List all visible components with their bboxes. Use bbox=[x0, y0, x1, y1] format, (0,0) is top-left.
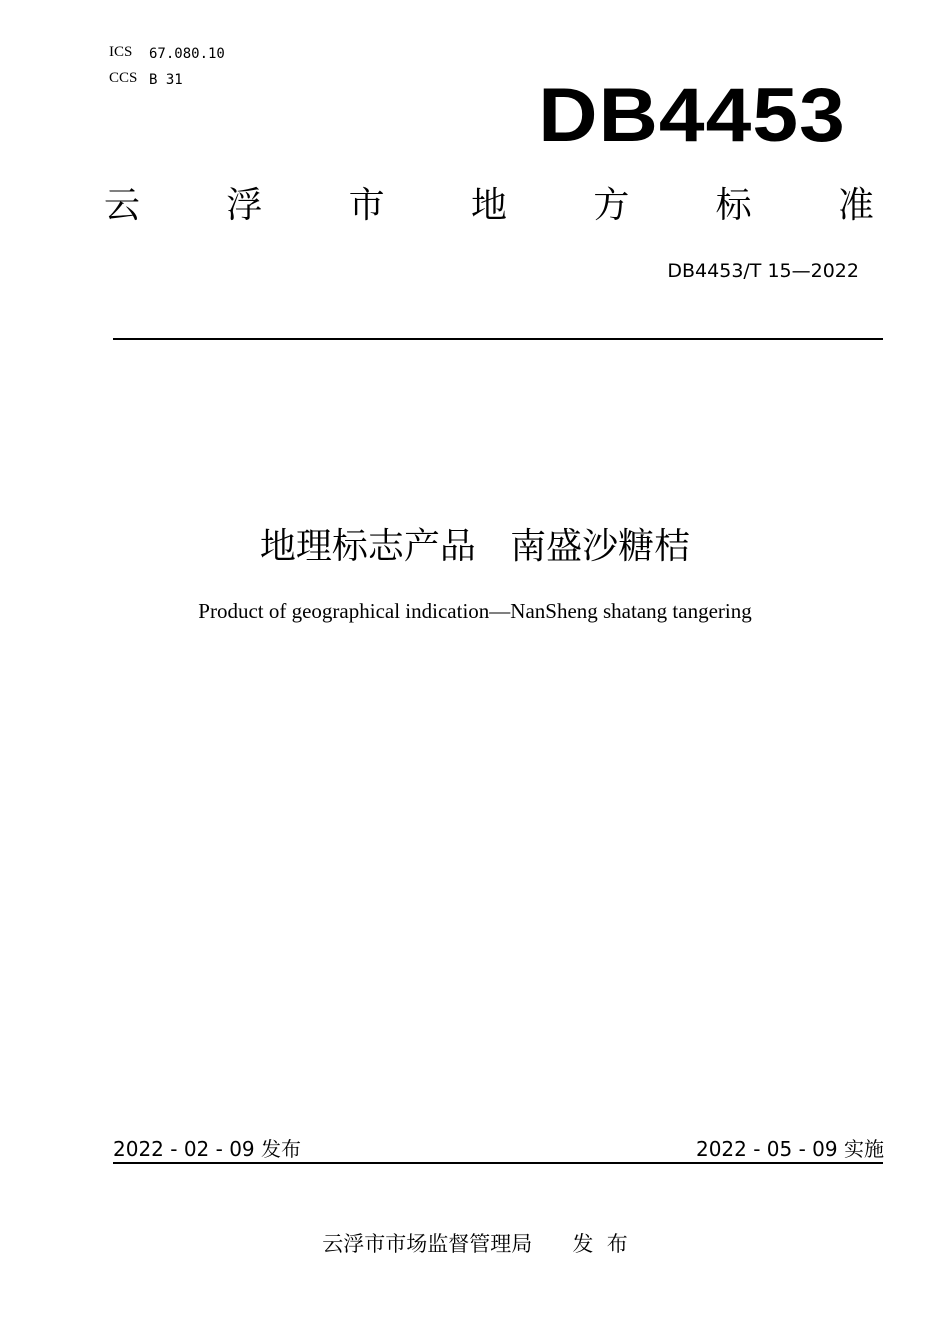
issue-date: 2022 - 02 - 09 发布 bbox=[113, 1137, 302, 1161]
title-chinese: 地理标志产品 南盛沙糖桔 bbox=[259, 526, 691, 567]
header-divider bbox=[113, 338, 883, 340]
category-char: 地 bbox=[470, 185, 507, 226]
standard-number: DB4453/T 15—2022 bbox=[667, 260, 859, 282]
ics-label: ICS bbox=[109, 44, 133, 60]
title-english: Product of geographical indication—NanSheng shatang tangering bbox=[198, 599, 752, 623]
footer-divider bbox=[113, 1162, 883, 1164]
ics-code: 67.080.10 bbox=[149, 46, 225, 62]
category-char: 浮 bbox=[226, 185, 263, 226]
standard-category bbox=[104, 184, 874, 228]
category-char: 准 bbox=[837, 185, 874, 226]
ccs-code: B 31 bbox=[149, 72, 183, 88]
implementation-date: 2022 - 05 - 09 实施 bbox=[695, 1137, 884, 1161]
category-char: 云 bbox=[104, 185, 141, 226]
category-char: 市 bbox=[348, 185, 385, 226]
ccs-label: CCS bbox=[109, 70, 138, 86]
publisher: 云浮市市场监督管理局 发 布 bbox=[322, 1232, 628, 1256]
category-char: 标 bbox=[715, 185, 752, 226]
category-char: 方 bbox=[593, 185, 630, 226]
standard-mark: DB4453 bbox=[538, 73, 846, 158]
